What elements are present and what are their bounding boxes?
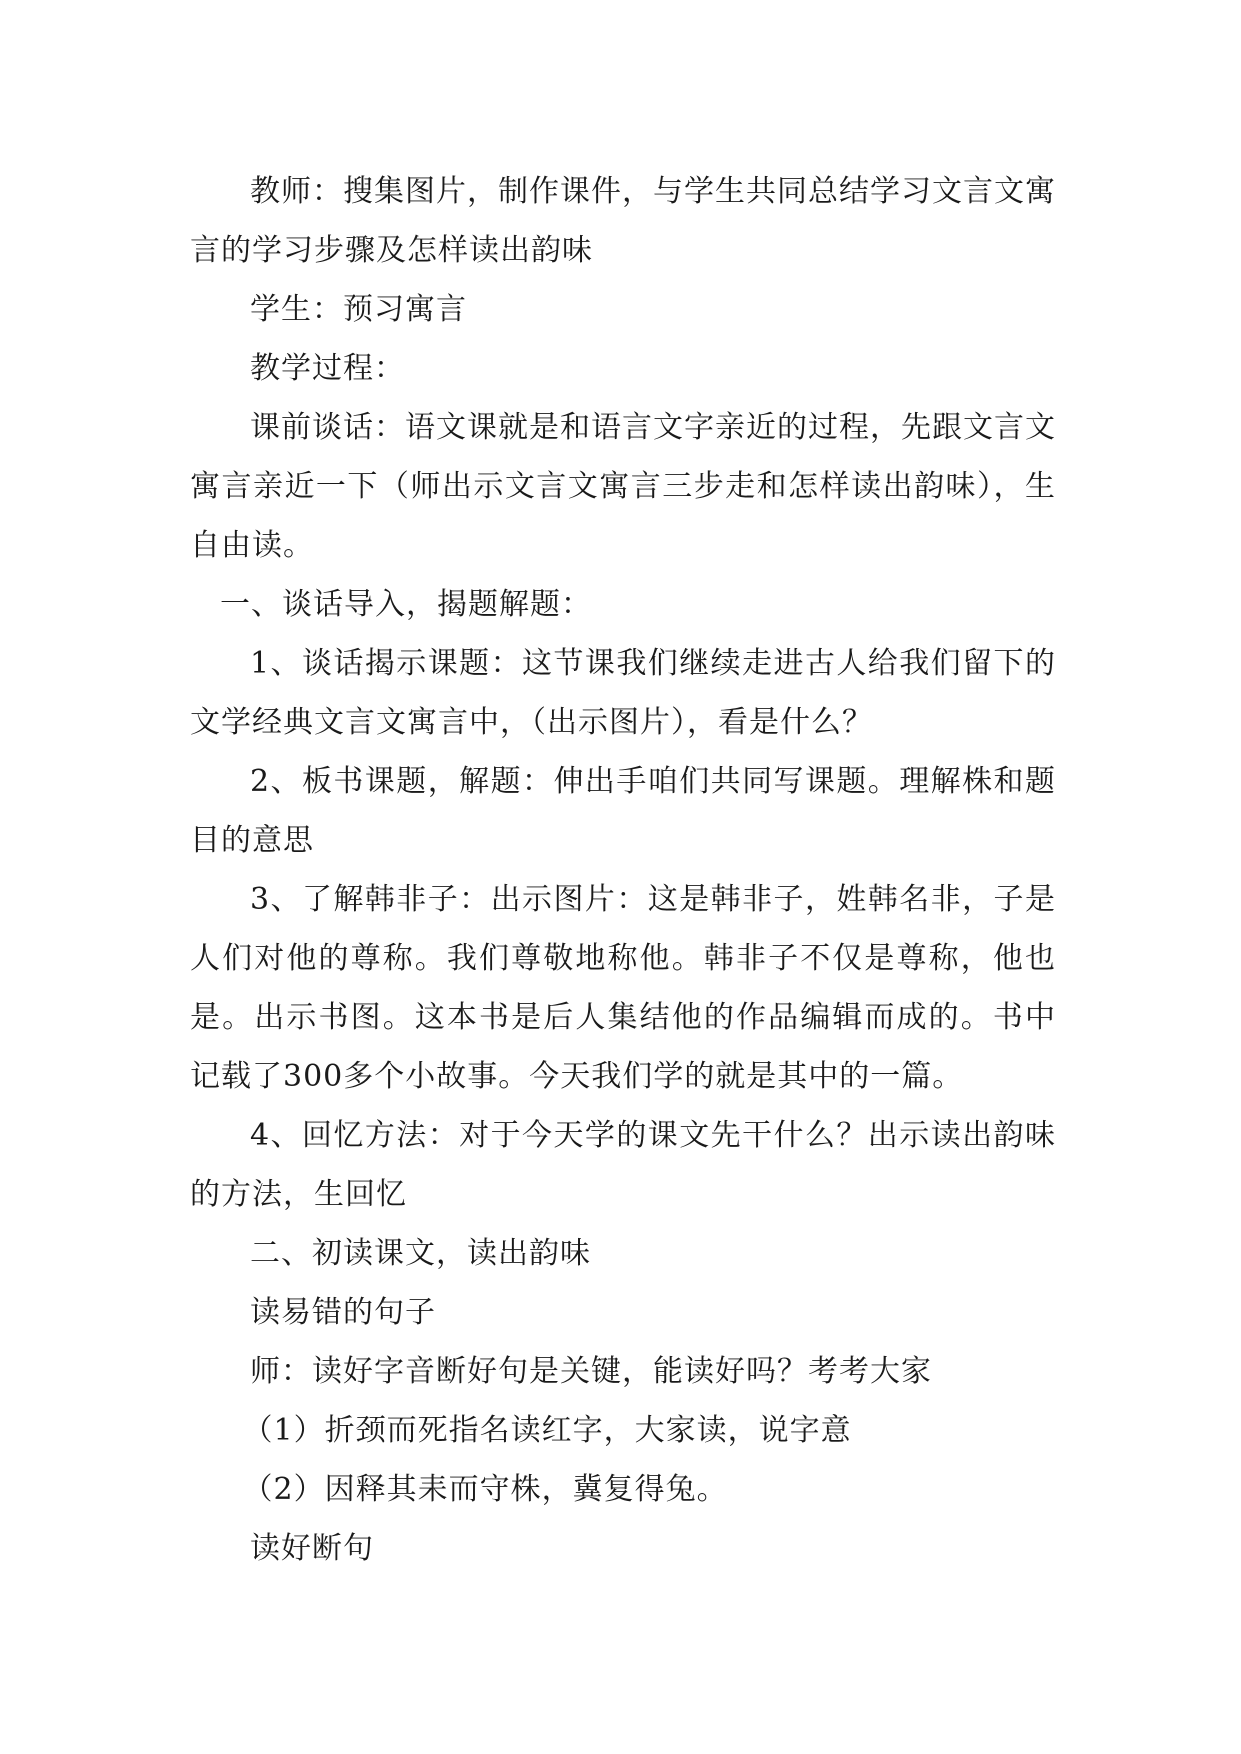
paragraph-item-4: 4、回忆方法：对于今天学的课文先干什么？出示读出韵味的方法，生回忆 bbox=[190, 1118, 1056, 1212]
heading-section-one: 一、谈话导入，揭题解题： bbox=[220, 587, 592, 622]
heading-section-two: 二、初读课文，读出韵味 bbox=[250, 1236, 591, 1271]
document-body bbox=[190, 162, 1056, 1578]
paragraph-item-2: 2、板书课题，解题：伸出手咱们共同写课题。理解株和题目的意思 bbox=[190, 764, 1056, 858]
paragraph-teacher-prompt: 师：读好字音断好句是关键，能读好吗？考考大家 bbox=[250, 1354, 932, 1389]
paragraph-sentence-2: （2）因释其耒而守株，冀复得兔。 bbox=[242, 1472, 728, 1507]
paragraph-error-prone-sentences: 读易错的句子 bbox=[250, 1295, 436, 1330]
paragraph-sentence-1: （1）折颈而死指名读红字，大家读，说字意 bbox=[242, 1413, 852, 1448]
paragraph-preparation-teacher: 教师：搜集图片，制作课件，与学生共同总结学习文言文寓言的学习步骤及怎样读出韵味 bbox=[190, 174, 1056, 268]
paragraph-pre-class-talk: 课前谈话：语文课就是和语言文字亲近的过程，先跟文言文寓言亲近一下（师出示文言文寓言三步走和怎样读出韵味），生自由读。 bbox=[190, 410, 1056, 563]
paragraph-item-1: 1、谈话揭示课题：这节课我们继续走进古人给我们留下的文学经典文言文寓言中，（出示图片），看是什么？ bbox=[190, 646, 1056, 740]
paragraph-read-pauses: 读好断句 bbox=[250, 1531, 374, 1566]
paragraph-preparation-student: 学生：预习寓言 bbox=[250, 292, 467, 327]
paragraph-teaching-process: 教学过程： bbox=[250, 351, 405, 386]
paragraph-item-3: 3、了解韩非子：出示图片：这是韩非子，姓韩名非，子是人们对他的尊称。我们尊敬地称他。韩非子不仅是尊称，他也是。出示书图。这本书是后人集结他的作品编辑而成的。书中记载了300多个小故事。今天我们学的就是其中的一篇。 bbox=[190, 882, 1056, 1094]
